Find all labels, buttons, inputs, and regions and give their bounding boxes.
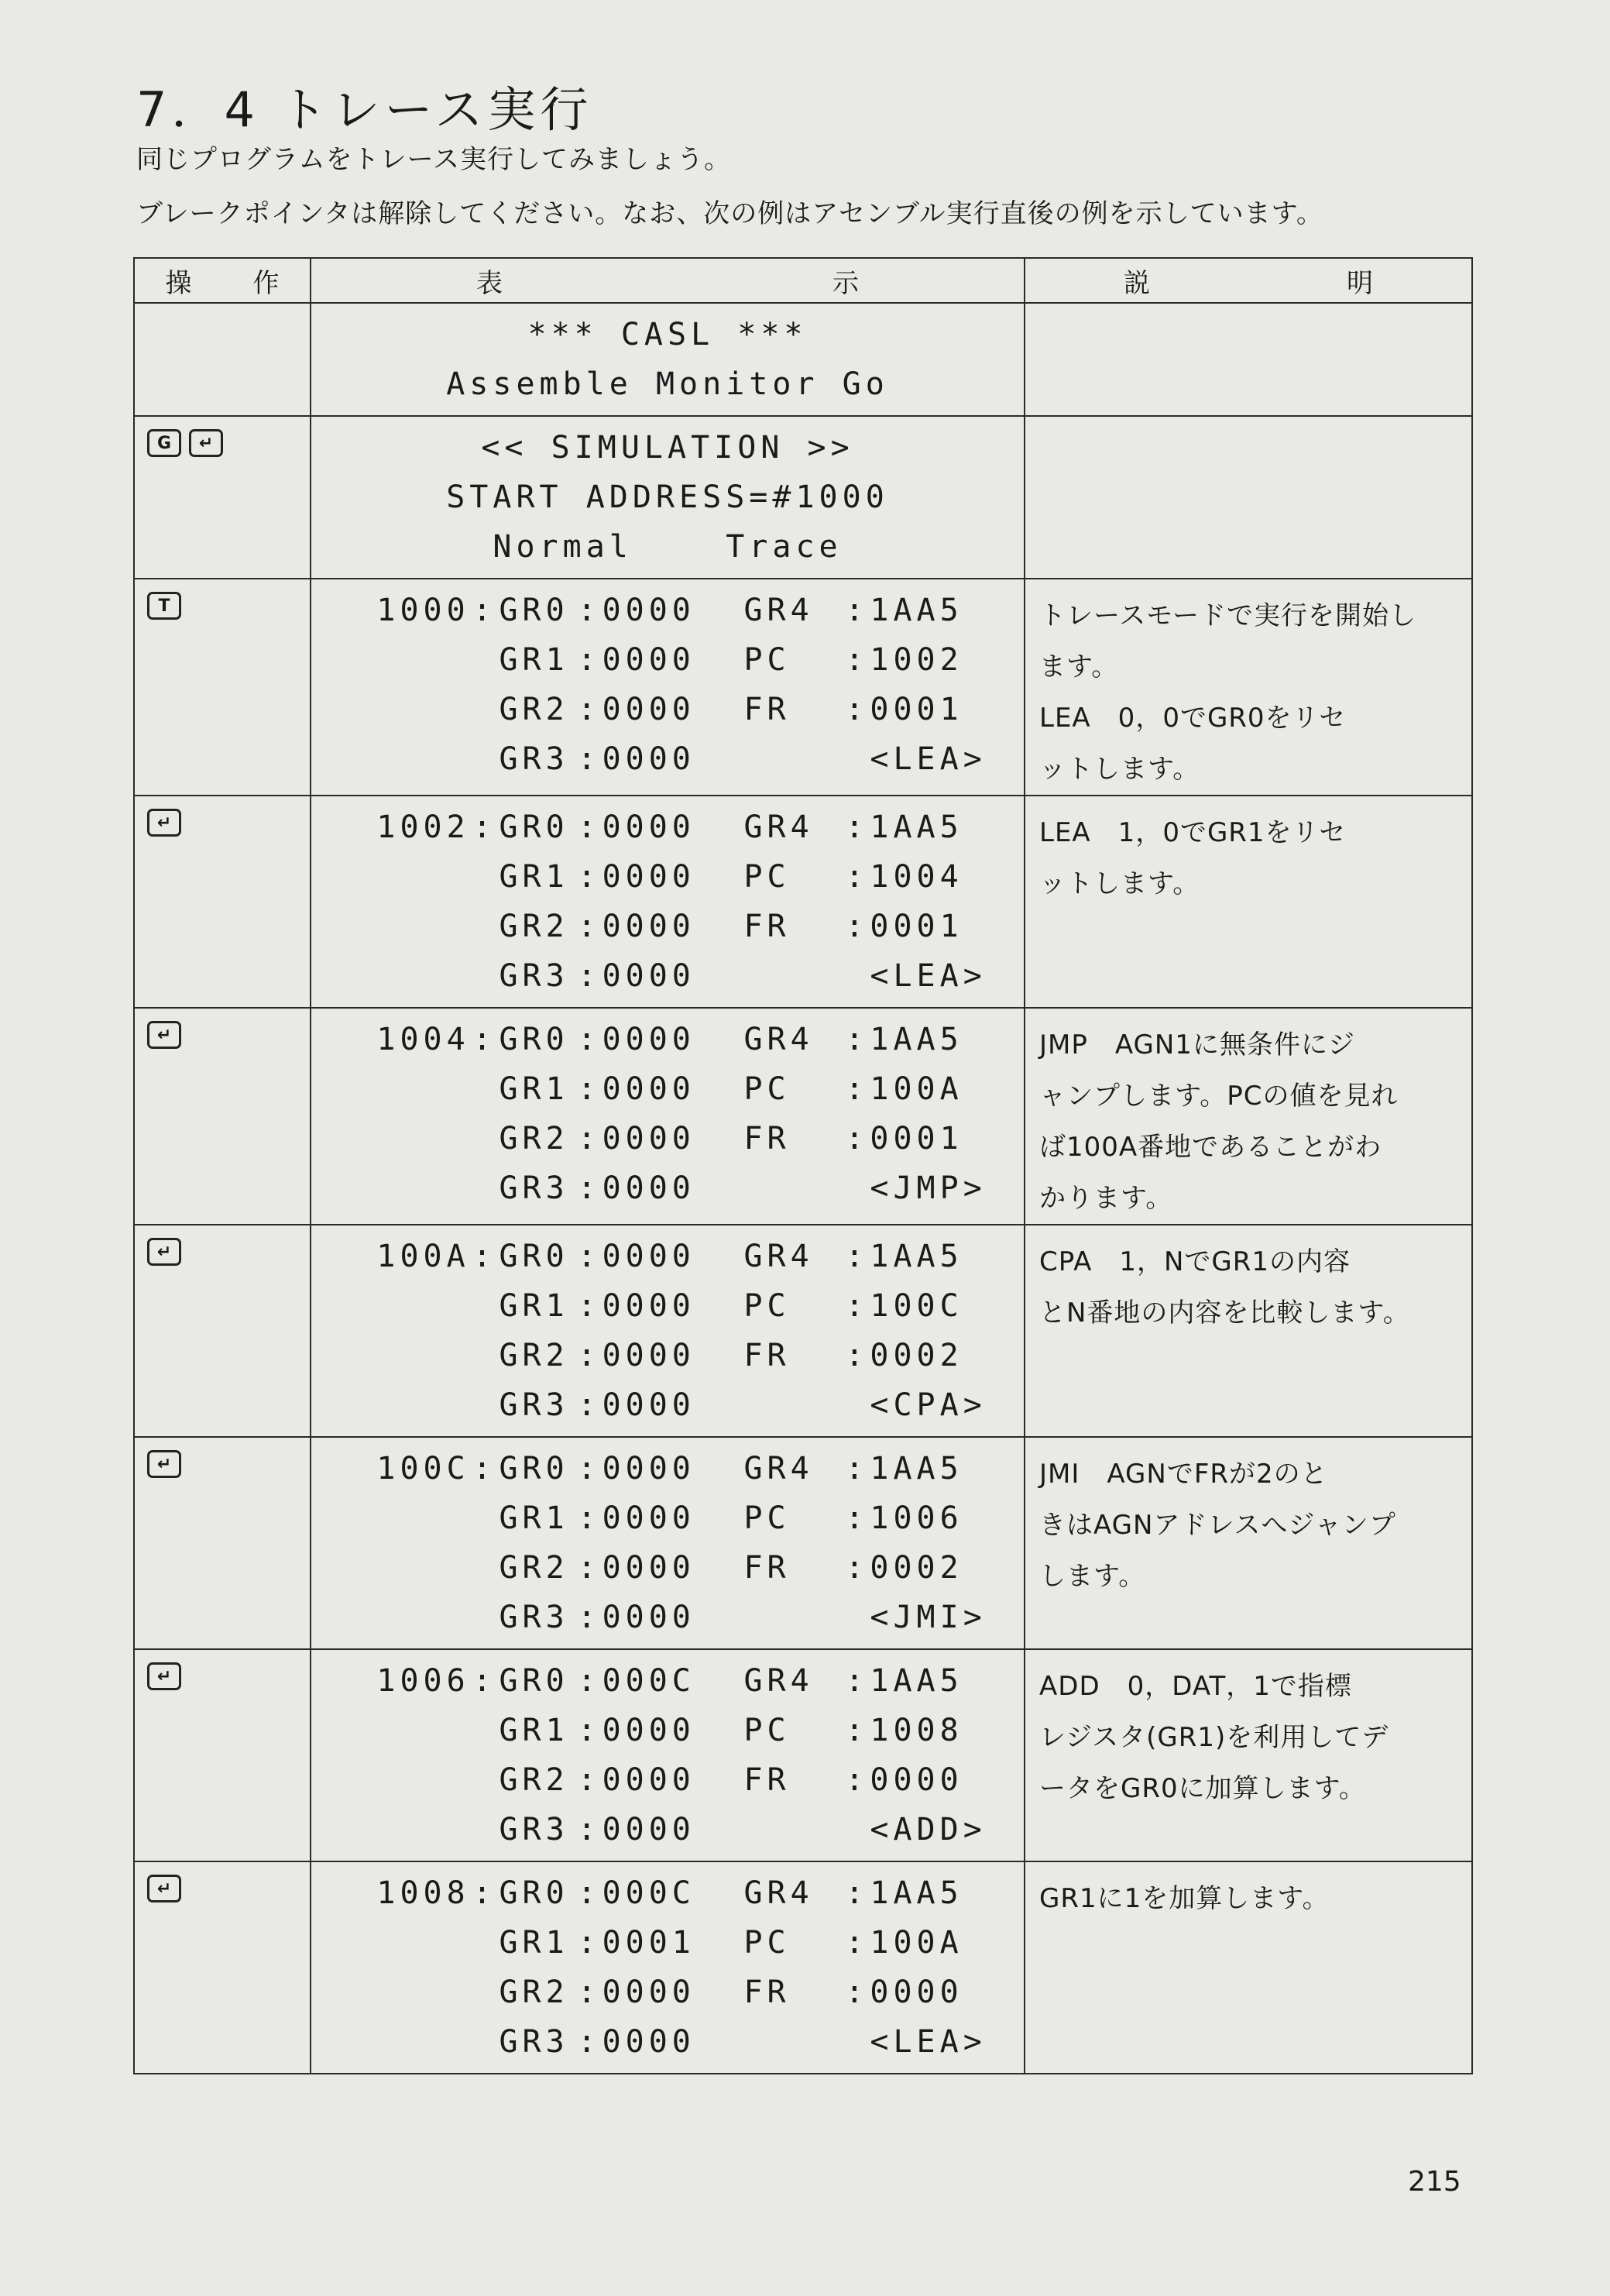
gr-value: 0000 [602, 1121, 695, 1157]
intro-line-1: 同じプログラムをトレース実行してみましょう。 [136, 144, 731, 175]
address [311, 1968, 470, 2017]
address: 100A [376, 1239, 470, 1274]
reg-value: <LEA> [870, 2024, 987, 2060]
register-line: 1000 : GR0 : 0000 GR4 : 1AA5 [311, 586, 1024, 635]
reg-label: FR [743, 1338, 791, 1373]
reg-value: 1004 [870, 859, 963, 895]
explanation-line: JMI AGNでFRが2のと [1039, 1459, 1328, 1490]
enter-key-icon: ↵ [147, 809, 181, 837]
gr-label: GR1 [499, 642, 569, 678]
enter-key-icon: ↵ [147, 1021, 181, 1049]
enter-key-icon: ↵ [189, 429, 223, 457]
reg-value: 1AA5 [870, 1663, 963, 1699]
reg-value: <ADD> [870, 1812, 987, 1847]
address: 1006 [376, 1663, 470, 1699]
gr-value: 0000 [602, 1071, 695, 1107]
explanation-cell [1025, 796, 1472, 1008]
gr-value: 0000 [602, 642, 695, 678]
explanation-cell [1025, 416, 1472, 579]
reg-label: FR [743, 692, 791, 727]
gr-label: GR2 [499, 1338, 569, 1373]
explanation-cell [1025, 1225, 1472, 1437]
reg-value: 1AA5 [870, 1239, 963, 1274]
reg-value: <LEA> [870, 741, 987, 777]
explanation-line: ADD 0，DAT，1で指標 [1039, 1671, 1352, 1702]
gr-label: GR0 [499, 1451, 569, 1487]
gr-label: GR2 [499, 1762, 569, 1798]
register-line: GR1 : 0000 PC : 1002 [311, 635, 1024, 685]
display-cell [311, 579, 1025, 796]
gr-value: 0000 [602, 1500, 695, 1536]
gr-value: 0000 [602, 859, 695, 895]
explanation-line: ータをGR0に加算します。 [1039, 1773, 1366, 1804]
reg-label: FR [743, 909, 791, 944]
g-key-icon: G [147, 429, 181, 457]
address: 100C [376, 1451, 470, 1487]
register-line: GR2 : 0000 FR : 0001 [311, 1114, 1024, 1163]
reg-value: 0002 [870, 1338, 963, 1373]
reg-value: 100A [870, 1925, 963, 1961]
gr-value: 0000 [602, 1600, 695, 1635]
reg-label [733, 2017, 843, 2067]
gr-value: 0000 [602, 1170, 695, 1206]
gr-label: GR2 [499, 1121, 569, 1157]
address: 1004 [376, 1022, 470, 1057]
reg-label: GR4 [743, 1663, 814, 1699]
address [311, 1593, 470, 1642]
gr-value: 0000 [602, 1550, 695, 1586]
reg-label: PC [743, 1288, 791, 1324]
gr-label: GR1 [499, 1071, 569, 1107]
gr-value: 0000 [602, 593, 695, 628]
explanation-line: LEA 0，0でGR0をリセ [1039, 703, 1347, 734]
gr-label: GR3 [499, 1387, 569, 1423]
display-line: START ADDRESS=#1000 [446, 479, 889, 515]
reg-label [733, 951, 843, 1001]
gr-label: GR0 [499, 1663, 569, 1699]
t-key-icon: T [147, 592, 181, 620]
table-row [134, 1008, 1472, 1225]
gr-label: GR0 [499, 593, 569, 628]
explanation-line: ットします。 [1039, 754, 1200, 785]
gr-label: GR3 [499, 2024, 569, 2060]
reg-label: PC [743, 859, 791, 895]
explanation-line: ットします。 [1039, 868, 1200, 899]
register-line: GR3 : 0000 <LEA> [311, 734, 1024, 784]
explanation-line: きはAGNアドレスへジャンプ [1039, 1510, 1396, 1541]
register-line: 1008 : GR0 : 000C GR4 : 1AA5 [311, 1868, 1024, 1918]
address [311, 1706, 470, 1755]
address [311, 1163, 470, 1213]
reg-value: <LEA> [870, 958, 987, 994]
gr-label: GR0 [499, 809, 569, 845]
explanation-line: LEA 1，0でGR1をリセ [1039, 817, 1347, 848]
address [311, 1380, 470, 1430]
table-row [134, 1437, 1472, 1649]
reg-value: 100C [870, 1288, 963, 1324]
register-line: GR3 : 0000 <CPA> [311, 1380, 1024, 1430]
reg-value: 1AA5 [870, 1022, 963, 1057]
register-line: GR2 : 0000 FR : 0001 [311, 685, 1024, 734]
enter-key-icon: ↵ [147, 1238, 181, 1266]
display-cell [311, 1437, 1025, 1649]
reg-label: GR4 [743, 1451, 814, 1487]
register-line: 1002 : GR0 : 0000 GR4 : 1AA5 [311, 803, 1024, 852]
gr-value: 0000 [602, 909, 695, 944]
gr-label: GR3 [499, 1812, 569, 1847]
gr-value: 0000 [602, 741, 695, 777]
reg-label: GR4 [743, 809, 814, 845]
reg-value: 1AA5 [870, 809, 963, 845]
display-line: Normal Trace [493, 529, 843, 565]
gr-label: GR2 [499, 1975, 569, 2010]
address: 1000 [376, 593, 470, 628]
gr-label: GR1 [499, 1925, 569, 1961]
register-line: GR2 : 0000 FR : 0002 [311, 1543, 1024, 1593]
explanation-cell [1025, 1861, 1472, 2074]
gr-value: 0001 [602, 1925, 695, 1961]
explanation-line: CPA 1，NでGR1の内容 [1039, 1246, 1351, 1277]
gr-value: 0000 [602, 809, 695, 845]
register-line: GR3 : 0000 <ADD> [311, 1805, 1024, 1854]
explanation-cell [1025, 579, 1472, 796]
display-line: << SIMULATION >> [481, 430, 854, 466]
address [311, 1918, 470, 1968]
address [311, 1543, 470, 1593]
register-line: 1006 : GR0 : 000C GR4 : 1AA5 [311, 1656, 1024, 1706]
display-cell [311, 1861, 1025, 2074]
address [311, 1114, 470, 1163]
table-row [134, 796, 1472, 1008]
address [311, 951, 470, 1001]
reg-value: <CPA> [870, 1387, 987, 1423]
reg-value: 1AA5 [870, 1451, 963, 1487]
operation-cell [134, 1437, 311, 1649]
gr-label: GR0 [499, 1875, 569, 1911]
explanation-line: トレースモードで実行を開始し [1039, 600, 1416, 631]
register-line: GR3 : 0000 <LEA> [311, 2017, 1024, 2067]
explanation-line: かります。 [1039, 1183, 1173, 1214]
register-line: 1004 : GR0 : 0000 GR4 : 1AA5 [311, 1015, 1024, 1064]
display-line: *** CASL *** [527, 317, 808, 352]
register-line: GR3 : 0000 <JMP> [311, 1163, 1024, 1213]
operation-cell [134, 1861, 311, 2074]
gr-value: 0000 [602, 958, 695, 994]
address [311, 685, 470, 734]
reg-label: FR [743, 1550, 791, 1586]
gr-label: GR1 [499, 1713, 569, 1748]
gr-label: GR2 [499, 692, 569, 727]
gr-label: GR3 [499, 958, 569, 994]
address [311, 635, 470, 685]
address: 1002 [376, 809, 470, 845]
reg-value: 1006 [870, 1500, 963, 1536]
gr-value: 0000 [602, 1387, 695, 1423]
reg-value: 1002 [870, 642, 963, 678]
reg-value: 1AA5 [870, 1875, 963, 1911]
explanation-line: JMP AGN1に無条件にジ [1039, 1029, 1355, 1060]
register-line: GR2 : 0000 FR : 0001 [311, 902, 1024, 951]
explanation-line: とN番地の内容を比較します。 [1039, 1298, 1410, 1328]
gr-label: GR1 [499, 1500, 569, 1536]
register-line: 100A : GR0 : 0000 GR4 : 1AA5 [311, 1232, 1024, 1281]
explanation-cell [1025, 1437, 1472, 1649]
reg-label: GR4 [743, 1022, 814, 1057]
address [311, 1755, 470, 1805]
reg-label: PC [743, 1713, 791, 1748]
reg-label: PC [743, 642, 791, 678]
reg-label: PC [743, 1071, 791, 1107]
address [311, 1331, 470, 1380]
reg-value: 0001 [870, 692, 963, 727]
reg-label: PC [743, 1500, 791, 1536]
address [311, 1805, 470, 1854]
gr-value: 0000 [602, 1338, 695, 1373]
register-line: GR2 : 0000 FR : 0000 [311, 1968, 1024, 2017]
reg-label: GR4 [743, 1239, 814, 1274]
register-line: GR1 : 0000 PC : 1006 [311, 1493, 1024, 1543]
reg-label [733, 734, 843, 784]
operation-cell [134, 796, 311, 1008]
reg-value: <JMP> [870, 1170, 987, 1206]
gr-value: 0000 [602, 1713, 695, 1748]
address [311, 902, 470, 951]
address [311, 1064, 470, 1114]
gr-value: 0000 [602, 1239, 695, 1274]
reg-value: 0002 [870, 1550, 963, 1586]
table-row [134, 579, 1472, 796]
display-cell [311, 1649, 1025, 1861]
explanation-line: ば100A番地であることがわ [1039, 1132, 1382, 1163]
display-cell [311, 1225, 1025, 1437]
table-row [134, 1861, 1472, 2074]
reg-label: GR4 [743, 1875, 814, 1911]
gr-value: 0000 [602, 1288, 695, 1324]
gr-label: GR0 [499, 1239, 569, 1274]
enter-key-icon: ↵ [147, 1875, 181, 1902]
gr-value: 000C [602, 1875, 695, 1911]
table-header-row [134, 258, 1472, 303]
register-line: GR1 : 0000 PC : 1008 [311, 1706, 1024, 1755]
register-line: GR1 : 0001 PC : 100A [311, 1918, 1024, 1968]
table-row [134, 1225, 1472, 1437]
display-cell [311, 796, 1025, 1008]
register-line: GR2 : 0000 FR : 0000 [311, 1755, 1024, 1805]
reg-value: 0001 [870, 1121, 963, 1157]
gr-value: 0000 [602, 2024, 695, 2060]
gr-label: GR2 [499, 1550, 569, 1586]
explanation-line: します。 [1039, 1561, 1146, 1592]
reg-label [733, 1593, 843, 1642]
address [311, 1493, 470, 1543]
reg-value: 0000 [870, 1762, 963, 1798]
gr-value: 0000 [602, 692, 695, 727]
address [311, 852, 470, 902]
gr-value: 0000 [602, 1022, 695, 1057]
gr-label: GR0 [499, 1022, 569, 1057]
display-cell [311, 303, 1025, 416]
reg-value: <JMI> [870, 1600, 987, 1635]
address [311, 1281, 470, 1331]
reg-value: 1008 [870, 1713, 963, 1748]
reg-label: FR [743, 1975, 791, 2010]
reg-label: FR [743, 1121, 791, 1157]
register-line: GR3 : 0000 <JMI> [311, 1593, 1024, 1642]
register-line: GR1 : 0000 PC : 100A [311, 1064, 1024, 1114]
gr-value: 0000 [602, 1451, 695, 1487]
header-explanation: 説 明 [1025, 258, 1472, 303]
reg-label [733, 1805, 843, 1854]
explanation-line: ャンプします。PCの値を見れ [1039, 1081, 1399, 1112]
section-heading: 7．4 トレース実行 [136, 81, 593, 138]
table-row [134, 416, 1472, 579]
reg-value: 0001 [870, 909, 963, 944]
header-display: 表 示 [311, 258, 1025, 303]
header-operation: 操 作 [134, 258, 311, 303]
enter-key-icon: ↵ [147, 1662, 181, 1690]
explanation-cell [1025, 1008, 1472, 1225]
display-line: Assemble Monitor Go [446, 366, 889, 402]
gr-label: GR3 [499, 1600, 569, 1635]
table-row [134, 1649, 1472, 1861]
reg-label [733, 1380, 843, 1430]
explanation-line: GR1に1を加算します。 [1039, 1883, 1330, 1914]
address [311, 734, 470, 784]
gr-value: 0000 [602, 1975, 695, 2010]
operation-cell [134, 303, 311, 416]
display-cell [311, 1008, 1025, 1225]
page-number: 215 [1408, 2166, 1461, 2198]
reg-label [733, 1163, 843, 1213]
gr-label: GR2 [499, 909, 569, 944]
reg-label: PC [743, 1925, 791, 1961]
gr-label: GR1 [499, 859, 569, 895]
reg-label: GR4 [743, 593, 814, 628]
register-line: GR3 : 0000 <LEA> [311, 951, 1024, 1001]
trace-table [133, 257, 1473, 2074]
gr-label: GR3 [499, 1170, 569, 1206]
gr-value: 0000 [602, 1812, 695, 1847]
gr-value: 000C [602, 1663, 695, 1699]
address [311, 2017, 470, 2067]
address: 1008 [376, 1875, 470, 1911]
gr-label: GR3 [499, 741, 569, 777]
reg-value: 100A [870, 1071, 963, 1107]
gr-value: 0000 [602, 1762, 695, 1798]
reg-label: FR [743, 1762, 791, 1798]
register-line: GR1 : 0000 PC : 100C [311, 1281, 1024, 1331]
explanation-cell [1025, 303, 1472, 416]
operation-cell [134, 1225, 311, 1437]
explanation-line: ます。 [1039, 651, 1119, 682]
operation-cell [134, 1649, 311, 1861]
register-line: GR1 : 0000 PC : 1004 [311, 852, 1024, 902]
reg-value: 0000 [870, 1975, 963, 2010]
register-line: GR2 : 0000 FR : 0002 [311, 1331, 1024, 1380]
reg-value: 1AA5 [870, 593, 963, 628]
explanation-cell [1025, 1649, 1472, 1861]
table-row [134, 303, 1472, 416]
explanation-line: レジスタ(GR1)を利用してデ [1039, 1722, 1389, 1753]
gr-label: GR1 [499, 1288, 569, 1324]
enter-key-icon: ↵ [147, 1450, 181, 1478]
register-line: 100C : GR0 : 0000 GR4 : 1AA5 [311, 1444, 1024, 1493]
intro-line-2: ブレークポインタは解除してください。なお、次の例はアセンブル実行直後の例を示しています。 [136, 198, 1323, 229]
display-cell [311, 416, 1025, 579]
operation-cell [134, 1008, 311, 1225]
operation-cell [134, 579, 311, 796]
operation-cell [134, 416, 311, 579]
